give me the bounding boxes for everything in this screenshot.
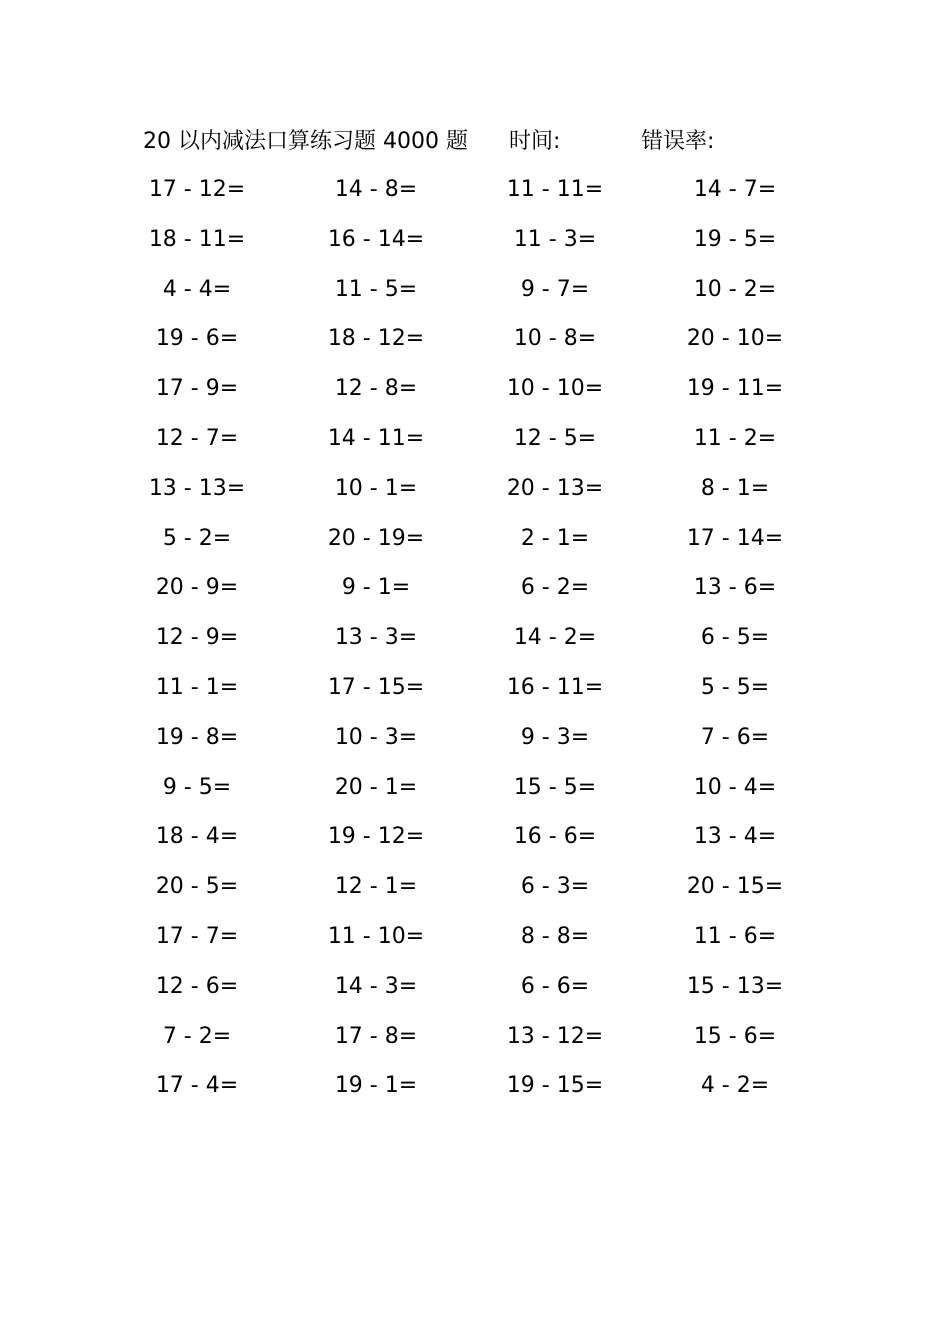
subtraction-problem: 15 - 6= [693, 1023, 777, 1049]
subtraction-problem: 14 - 8= [334, 177, 418, 202]
subtraction-problem: 11 - 11= [506, 177, 604, 202]
subtraction-problem: 7 - 2= [162, 1023, 232, 1049]
subtraction-problem: 19 - 6= [155, 326, 239, 352]
subtraction-problem: 18 - 12= [327, 326, 425, 352]
subtraction-problem: 5 - 5= [700, 674, 770, 700]
subtraction-problem: 16 - 11= [506, 674, 604, 700]
subtraction-problem: 18 - 4= [155, 824, 239, 850]
problem-row [0, 770, 950, 820]
subtraction-problem: 11 - 2= [693, 425, 777, 451]
subtraction-problem: 17 - 7= [155, 923, 239, 949]
subtraction-problem: 8 - 1= [700, 475, 770, 501]
subtraction-problem: 20 - 5= [155, 874, 239, 900]
subtraction-problem: 20 - 13= [506, 475, 604, 501]
subtraction-problem: 12 - 9= [155, 625, 239, 651]
subtraction-problem: 12 - 1= [334, 874, 418, 900]
problem-row [0, 1068, 950, 1118]
subtraction-problem: 13 - 12= [506, 1023, 604, 1049]
subtraction-problem: 10 - 10= [506, 376, 604, 402]
problem-row [0, 620, 950, 670]
subtraction-problem: 20 - 9= [155, 575, 239, 601]
subtraction-problem: 9 - 5= [162, 774, 232, 800]
subtraction-problem: 13 - 13= [148, 475, 246, 501]
subtraction-problem: 5 - 2= [162, 525, 232, 551]
subtraction-problem: 16 - 6= [513, 824, 597, 850]
subtraction-problem: 11 - 1= [155, 674, 239, 700]
subtraction-problem: 20 - 10= [686, 326, 784, 352]
problem-row [0, 172, 950, 222]
subtraction-problem: 20 - 15= [686, 874, 784, 900]
subtraction-problem: 12 - 5= [513, 425, 597, 451]
problem-row [0, 720, 950, 770]
worksheet-header [143, 124, 843, 160]
subtraction-problem: 13 - 3= [334, 625, 418, 651]
problem-row [0, 919, 950, 969]
problem-row [0, 570, 950, 620]
subtraction-problem: 19 - 5= [693, 226, 777, 252]
subtraction-problem: 12 - 6= [155, 973, 239, 999]
time-label: 时间: [509, 129, 561, 154]
subtraction-problem: 8 - 8= [520, 923, 590, 949]
subtraction-problem: 10 - 2= [693, 276, 777, 302]
subtraction-problem: 9 - 1= [341, 575, 411, 601]
subtraction-problem: 15 - 5= [513, 774, 597, 800]
subtraction-problem: 19 - 1= [334, 1073, 418, 1099]
subtraction-problem: 11 - 10= [327, 923, 425, 949]
subtraction-problem: 15 - 13= [686, 973, 784, 999]
subtraction-problem: 6 - 6= [520, 973, 590, 999]
subtraction-problem: 9 - 7= [520, 276, 590, 302]
subtraction-problem: 9 - 3= [520, 724, 590, 750]
subtraction-problem: 10 - 1= [334, 475, 418, 501]
subtraction-problem: 19 - 15= [506, 1073, 604, 1099]
subtraction-problem: 14 - 3= [334, 973, 418, 999]
subtraction-problem: 12 - 8= [334, 376, 418, 402]
subtraction-problem: 17 - 4= [155, 1073, 239, 1099]
problem-row [0, 869, 950, 919]
problem-row [0, 969, 950, 1019]
subtraction-problem: 4 - 4= [162, 276, 232, 302]
subtraction-problem: 13 - 6= [693, 575, 777, 601]
subtraction-problem: 11 - 3= [513, 226, 597, 252]
worksheet-title: 20 以内减法口算练习题 4000 题 [143, 129, 468, 154]
subtraction-problem: 17 - 8= [334, 1023, 418, 1049]
subtraction-problem: 10 - 8= [513, 326, 597, 352]
subtraction-problem: 11 - 5= [334, 276, 418, 302]
problem-row [0, 819, 950, 869]
subtraction-problem: 7 - 6= [700, 724, 770, 750]
subtraction-problem: 14 - 2= [513, 625, 597, 651]
subtraction-problem: 18 - 11= [148, 226, 246, 252]
error-rate-label: 错误率: [641, 129, 715, 154]
problem-row [0, 421, 950, 471]
subtraction-problem: 4 - 2= [700, 1073, 770, 1099]
problem-row [0, 471, 950, 521]
subtraction-problem: 2 - 1= [520, 525, 590, 551]
subtraction-problem: 17 - 9= [155, 376, 239, 402]
problem-grid [0, 172, 950, 1118]
subtraction-problem: 11 - 6= [693, 923, 777, 949]
problem-row [0, 1019, 950, 1069]
subtraction-problem: 20 - 19= [327, 525, 425, 551]
subtraction-problem: 19 - 8= [155, 724, 239, 750]
subtraction-problem: 14 - 7= [693, 177, 777, 202]
subtraction-problem: 20 - 1= [334, 774, 418, 800]
subtraction-problem: 10 - 3= [334, 724, 418, 750]
problem-row [0, 371, 950, 421]
subtraction-problem: 12 - 7= [155, 425, 239, 451]
subtraction-problem: 6 - 5= [700, 625, 770, 651]
subtraction-problem: 19 - 11= [686, 376, 784, 402]
subtraction-problem: 13 - 4= [693, 824, 777, 850]
subtraction-problem: 19 - 12= [327, 824, 425, 850]
subtraction-problem: 14 - 11= [327, 425, 425, 451]
subtraction-problem: 10 - 4= [693, 774, 777, 800]
problem-row [0, 670, 950, 720]
problem-row [0, 521, 950, 571]
subtraction-problem: 6 - 3= [520, 874, 590, 900]
problem-row [0, 222, 950, 272]
subtraction-problem: 17 - 15= [327, 674, 425, 700]
problem-row [0, 272, 950, 322]
subtraction-problem: 17 - 14= [686, 525, 784, 551]
subtraction-problem: 17 - 12= [148, 177, 246, 202]
problem-row [0, 321, 950, 371]
subtraction-problem: 6 - 2= [520, 575, 590, 601]
subtraction-problem: 16 - 14= [327, 226, 425, 252]
